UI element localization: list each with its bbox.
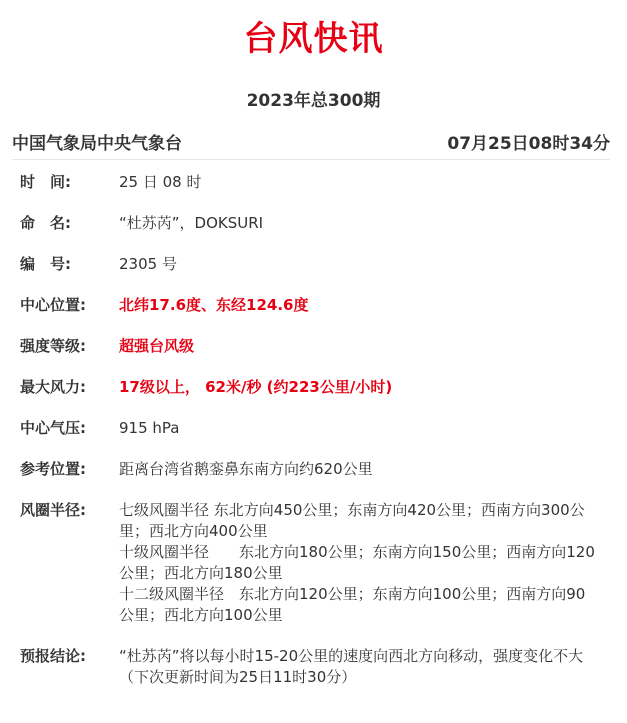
label-center-position: 中心位置: [20, 296, 86, 314]
next-update-note: （下次更新时间为25日11时30分） [119, 668, 357, 686]
issue-number: 2023年总300期 [246, 91, 381, 111]
row-pressure [0, 418, 627, 439]
label-reference-position: 参考位置: [20, 460, 86, 478]
value-pressure: 915 hPa [119, 419, 180, 437]
label-max-wind: 最大风力: [20, 378, 86, 396]
value-time: 25 日 08 时 [119, 173, 202, 191]
value-max-wind: 17级以上， 62米/秒 (约223公里/小时) [119, 378, 393, 396]
label-name: 命 名: [20, 214, 71, 232]
row-forecast [0, 646, 627, 688]
label-time: 时 间: [20, 173, 71, 191]
value-name: “杜苏芮”，DOKSURI [119, 214, 264, 232]
row-reference-position [0, 459, 627, 480]
value-wind-radius [119, 500, 599, 626]
value-reference-position: 距离台湾省鹅銮鼻东南方向约620公里 [119, 460, 373, 478]
bulletin-header [12, 131, 610, 160]
row-time [0, 172, 627, 193]
row-name [0, 213, 627, 234]
bulletin-title: 台风快讯 [243, 19, 384, 59]
publish-datetime: 07月25日08时34分 [447, 134, 610, 154]
info-rows [0, 172, 627, 708]
agency-name: 中国气象局中央气象台 [12, 134, 182, 154]
wind-radius-12: 十二级风圈半径 东北方向120公里；东南方向100公里；西南方向90公里；西北方向100公里 [119, 585, 586, 624]
label-number: 编 号: [20, 255, 71, 273]
row-wind-radius [0, 500, 627, 626]
row-number [0, 254, 627, 275]
forecast-text: “杜苏芮”将以每小时15-20公里的速度向西北方向移动，强度变化不大 [119, 647, 584, 665]
wind-radius-7: 七级风圈半径 东北方向450公里；东南方向420公里；西南方向300公里；西北方向400公里 [119, 501, 585, 540]
label-wind-radius: 风圈半径: [20, 501, 86, 519]
value-number: 2305 号 [119, 255, 177, 273]
row-max-wind [0, 377, 627, 398]
wind-radius-10: 十级风圈半径 东北方向180公里；东南方向150公里；西南方向120公里；西北方向180公里 [119, 543, 595, 582]
label-pressure: 中心气压: [20, 419, 86, 437]
label-forecast: 预报结论: [20, 647, 86, 665]
row-intensity [0, 336, 627, 357]
label-intensity: 强度等级: [20, 337, 86, 355]
value-intensity: 超强台风级 [119, 337, 195, 355]
row-center-position [0, 295, 627, 316]
value-forecast [119, 646, 599, 688]
value-center-position: 北纬17.6度、东经124.6度 [119, 296, 309, 314]
